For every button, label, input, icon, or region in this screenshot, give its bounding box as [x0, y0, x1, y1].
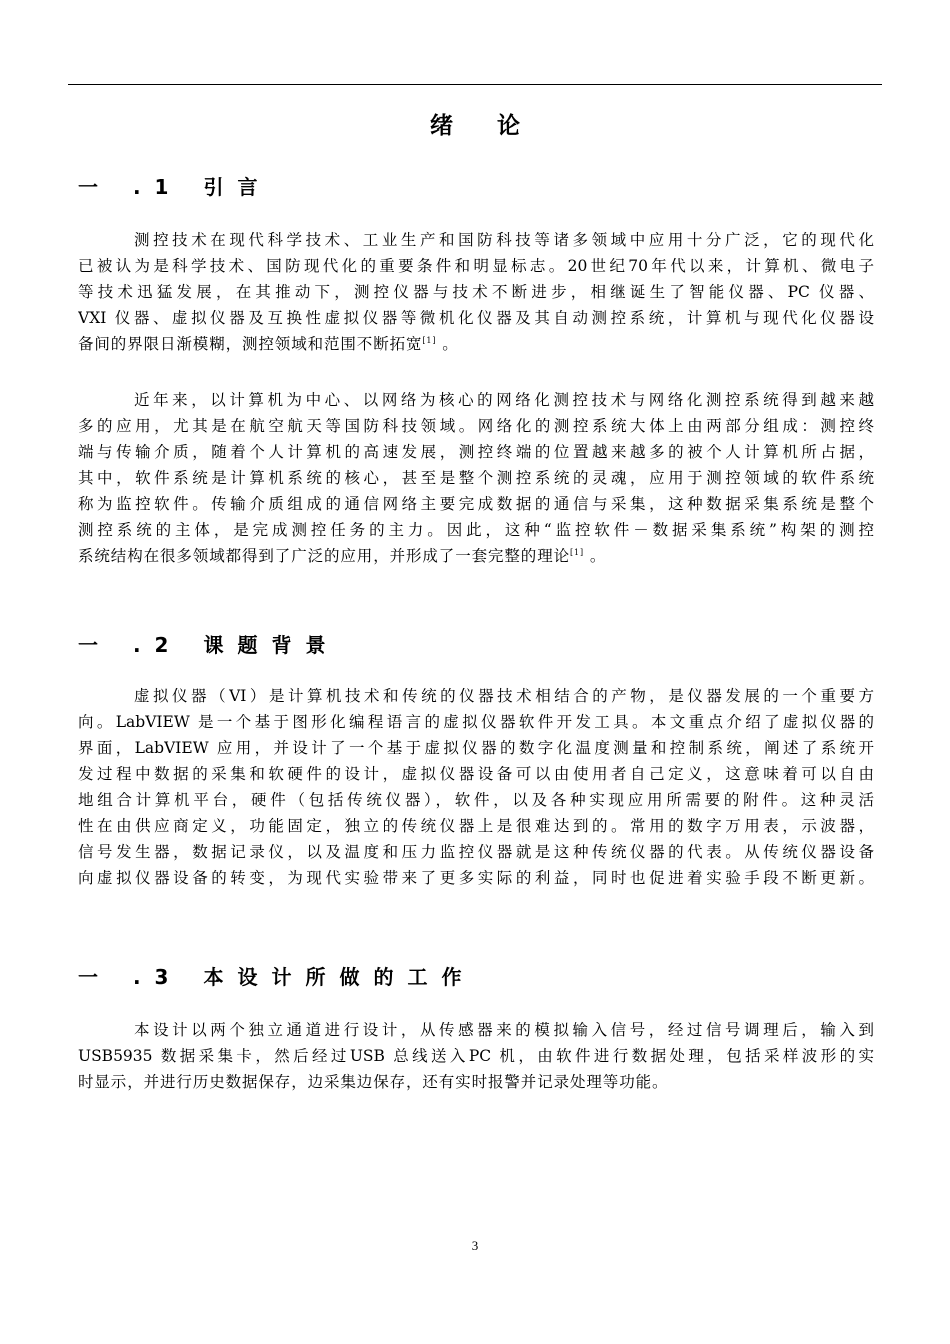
text-line: USB5935 数据采集卡，然后经过USB 总线送入PC 机，由软件进行数据处理，包括采样波形的实	[78, 1047, 874, 1065]
text-line: 测控技术在现代科学技术、工业生产和国防科技等诸多领域中应用十分广泛，它的现代化	[134, 231, 874, 249]
text-fragment: 系统结构在很多领域都得到了广泛的应用，并形成了一套完整的理论	[78, 547, 571, 565]
paragraph-1-2	[78, 683, 874, 891]
section-heading-1-2: 一 .2 课题背景	[78, 633, 340, 657]
text-line: 称为监控软件。传输介质组成的通信网络主要完成数据的通信与采集，这种数据采集系统是整个	[78, 495, 874, 513]
sentence-end: 。	[436, 335, 459, 353]
citation-mark: [1]	[570, 547, 585, 557]
paragraph-1-1-a	[78, 227, 874, 357]
text-line-final	[78, 331, 874, 357]
paragraph-1-3	[78, 1017, 874, 1095]
sentence-end: 。	[584, 547, 607, 565]
section-heading-1-3: 一 .3 本设计所做的工作	[78, 965, 476, 989]
paragraph-1-1-b	[78, 387, 874, 569]
text-line: 已被认为是科学技术、国防现代化的重要条件和明显标志。20世纪70年代以来，计算机、微电子	[78, 257, 874, 275]
text-line-final	[78, 543, 874, 569]
text-line: 信号发生器，数据记录仪，以及温度和压力监控仪器就是这种传统仪器的代表。从传统仪器设备	[78, 843, 874, 861]
section-heading-1-1: 一 .1 引言	[78, 175, 272, 199]
text-line: VXI 仪器、虚拟仪器及互换性虚拟仪器等微机化仪器及其自动测控系统，计算机与现代化仪器设	[78, 309, 874, 327]
text-line: 本设计以两个独立通道进行设计，从传感器来的模拟输入信号，经过信号调理后，输入到	[134, 1021, 874, 1039]
text-line: 地组合计算机平台，硬件（包括传统仪器），软件，以及各种实现应用所需要的附件。这种灵活	[78, 791, 874, 809]
text-line: 向。LabVIEW 是一个基于图形化编程语言的虚拟仪器软件开发工具。本文重点介绍了虚拟仪器的	[78, 713, 874, 731]
text-line: 发过程中数据的采集和软硬件的设计，虚拟仪器设备可以由使用者自己定义，这意味着可以自由	[78, 765, 874, 783]
citation-mark: [1]	[422, 335, 437, 345]
text-line: 性在由供应商定义，功能固定，独立的传统仪器上是很难达到的。常用的数字万用表，示波器，	[78, 817, 874, 835]
text-line: 多的应用，尤其是在航空航天等国防科技领域。网络化的测控系统大体上由两部分组成：测控终	[78, 417, 874, 435]
text-line: 等技术迅猛发展，在其推动下，测控仪器与技术不断进步，相继诞生了智能仪器、PC 仪器、	[78, 283, 874, 301]
header-rule	[68, 84, 882, 85]
page-title: 绪论	[430, 113, 564, 139]
text-line: 其中，软件系统是计算机系统的核心，甚至是整个测控系统的灵魂，应用于测控领域的软件系统	[78, 469, 874, 487]
text-line: 向虚拟仪器设备的转变，为现代实验带来了更多实际的利益，同时也促进着实验手段不断更新。	[78, 869, 874, 887]
text-line-final: 时显示，并进行历史数据保存，边采集边保存，还有实时报警并记录处理等功能。	[78, 1073, 669, 1091]
text-line: 虚拟仪器（VI）是计算机技术和传统的仪器技术相结合的产物，是仪器发展的一个重要方	[134, 687, 874, 705]
text-line: 界面，LabVIEW 应用，并设计了一个基于虚拟仪器的数字化温度测量和控制系统，阐述了系统开	[78, 739, 874, 757]
text-line: 近年来，以计算机为中心、以网络为核心的网络化测控技术与网络化测控系统得到越来越	[134, 391, 874, 409]
text-fragment: 备间的界限日渐模糊，测控领域和范围不断拓宽	[78, 335, 423, 353]
page-number: 3	[471, 1238, 479, 1253]
text-line: 测控系统的主体，是完成测控任务的主力。因此，这种“监控软件－数据采集系统”构架的测控	[78, 521, 874, 539]
text-line: 端与传输介质，随着个人计算机的高速发展，测控终端的位置越来越多的被个人计算机所占据，	[78, 443, 874, 461]
